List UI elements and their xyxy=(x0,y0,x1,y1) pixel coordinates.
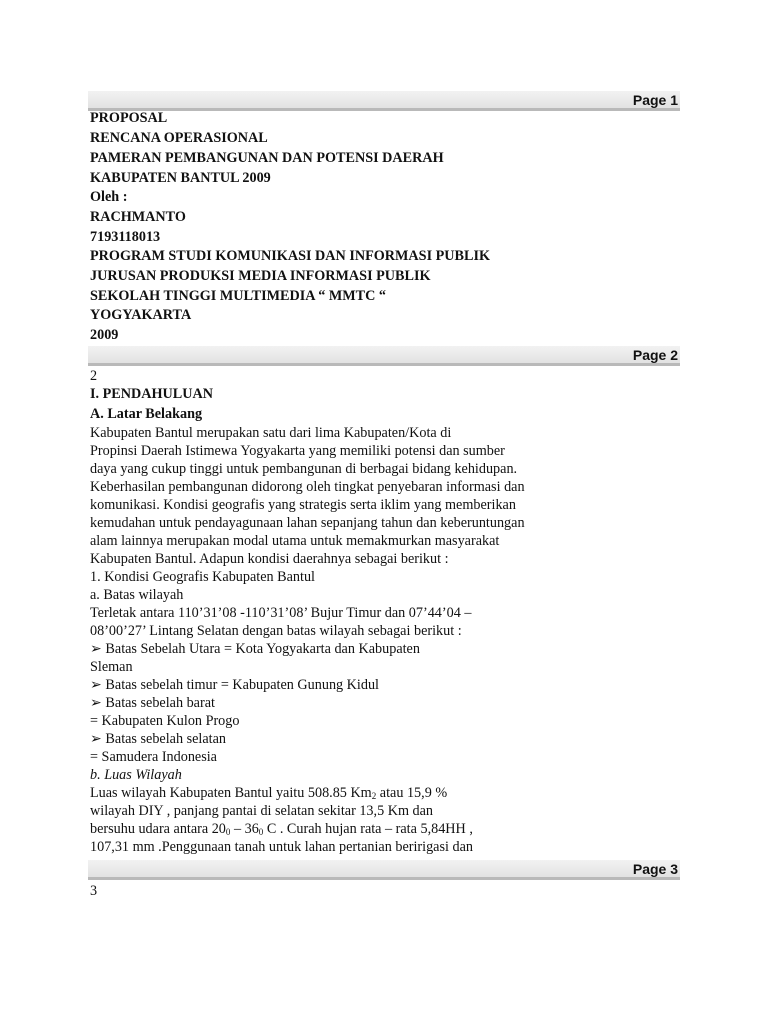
body-line: ➢ Batas sebelah timur = Kabupaten Gunung Kidul xyxy=(90,677,380,693)
body-line: Kabupaten Bantul merupakan satu dari lima Kabupaten/Kota di xyxy=(90,425,452,441)
page-number: 2 xyxy=(90,368,98,384)
body-line: wilayah DIY , panjang pantai di selatan sekitar 13,5 Km dan xyxy=(90,803,434,819)
page-label: Page 3 xyxy=(632,861,678,877)
body-line: ➢ Batas Sebelah Utara = Kota Yogyakarta dan Kabupaten xyxy=(90,641,420,657)
page-label: Page 2 xyxy=(632,347,678,363)
cover-line: RACHMANTO xyxy=(90,209,186,225)
subscript: 0 xyxy=(225,827,231,837)
body-line: 107,31 mm .Penggunaan tanah untuk lahan pertanian beririgasi dan xyxy=(90,839,473,855)
body-line: Terletak antara 110’31’08 -110’31’08’ Bujur Timur dan 07’44’04 – xyxy=(90,605,472,621)
text-run: C . Curah hujan rata – rata 5,84HH , xyxy=(263,821,473,837)
subsection-heading: b. Luas Wilayah xyxy=(90,767,182,783)
page-number: 3 xyxy=(90,883,98,899)
body-line: = Kabupaten Kulon Progo xyxy=(90,713,240,729)
body-line: Kabupaten Bantul. Adapun kondisi daerahnya sebagai berikut : xyxy=(90,551,449,567)
cover-line: 7193118013 xyxy=(90,229,161,245)
body-line: 08’00’27’ Lintang Selatan dengan batas wilayah sebagai berikut : xyxy=(90,623,462,639)
body-line: alam lainnya merupakan modal utama untuk memakmurkan masyarakat xyxy=(90,533,500,549)
body-line: Keberhasilan pembangunan didorong oleh tingkat penyebaran informasi dan xyxy=(90,479,525,495)
body-line: a. Batas wilayah xyxy=(90,587,184,603)
pagebar-3 xyxy=(88,860,680,880)
body-line: ➢ Batas sebelah barat xyxy=(90,695,215,711)
body-line: daya yang cukup tinggi untuk pembangunan di berbagai bidang kehidupan. xyxy=(90,461,518,477)
cover-line: YOGYAKARTA xyxy=(90,307,192,323)
body-line: Sleman xyxy=(90,659,133,675)
text-run: bersuhu udara antara 20 xyxy=(90,821,226,837)
cover-line: PAMERAN PEMBANGUNAN DAN POTENSI DAERAH xyxy=(90,150,444,166)
cover-line: RENCANA OPERASIONAL xyxy=(90,130,268,146)
text-run: atau 15,9 % xyxy=(376,785,448,801)
section-heading: A. Latar Belakang xyxy=(90,406,203,422)
subscript: 0 xyxy=(258,827,264,837)
body-line: 1. Kondisi Geografis Kabupaten Bantul xyxy=(90,569,315,585)
text-run: – 36 xyxy=(230,821,259,837)
body-line: ➢ Batas sebelah selatan xyxy=(90,731,226,747)
pagebar-1 xyxy=(88,91,680,111)
cover-line: KABUPATEN BANTUL 2009 xyxy=(90,170,271,186)
body-line: = Samudera Indonesia xyxy=(90,749,217,765)
body-line: kemudahan untuk pendayagunaan lahan sepanjang tahun dan keberuntungan xyxy=(90,515,525,531)
text-run: Luas wilayah Kabupaten Bantul yaitu 508.85 Km xyxy=(90,785,372,801)
chapter-heading: I. PENDAHULUAN xyxy=(90,386,213,402)
cover-line: Oleh : xyxy=(90,189,128,205)
cover-line: JURUSAN PRODUKSI MEDIA INFORMASI PUBLIK xyxy=(90,268,431,284)
cover-line: PROGRAM STUDI KOMUNIKASI DAN INFORMASI PUBLIK xyxy=(90,248,491,264)
subscript: 2 xyxy=(371,791,377,801)
cover-line: PROPOSAL xyxy=(90,110,168,126)
body-line: komunikasi. Kondisi geografis yang strategis serta iklim yang memberikan xyxy=(90,497,516,513)
pagebar-2 xyxy=(88,346,680,366)
cover-line: SEKOLAH TINGGI MULTIMEDIA “ MMTC “ xyxy=(90,288,387,304)
cover-line: 2009 xyxy=(90,327,119,343)
body-line: Propinsi Daerah Istimewa Yogyakarta yang memiliki potensi dan sumber xyxy=(90,443,505,459)
page-label: Page 1 xyxy=(632,92,678,108)
